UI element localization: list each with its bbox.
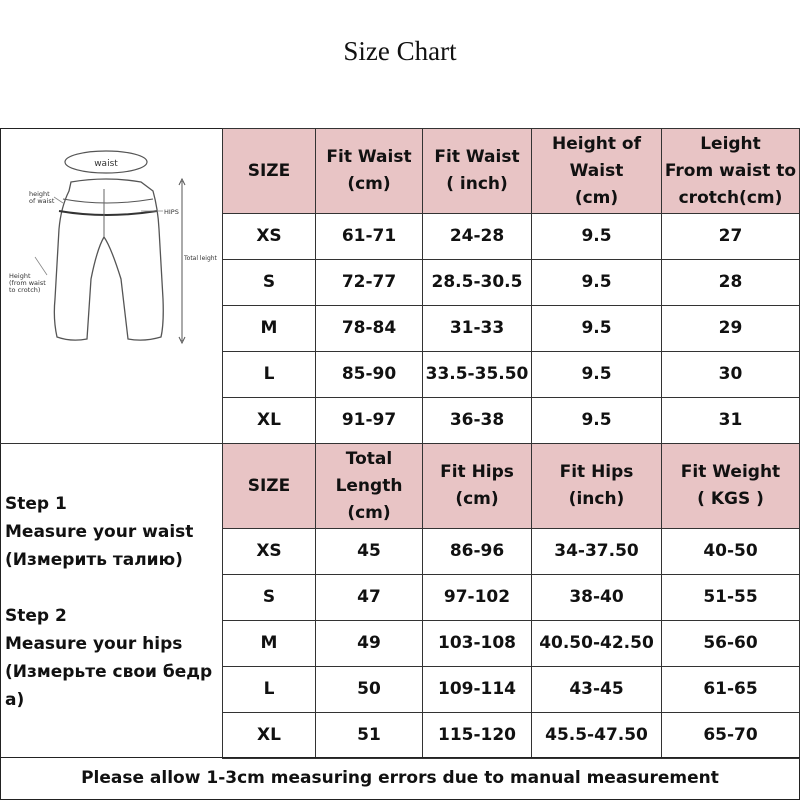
table-header-size: SIZE [223, 444, 316, 529]
table-cell: L [223, 352, 316, 398]
table-cell: S [223, 575, 316, 621]
table-cell: 97-102 [423, 575, 532, 621]
table-cell: 103-108 [423, 621, 532, 667]
size-table-waist [222, 128, 800, 444]
table-cell: 30 [662, 352, 800, 398]
table-cell: 51-55 [662, 575, 800, 621]
table-cell: M [223, 621, 316, 667]
table-cell: 50 [316, 667, 423, 713]
step2-title: Step 2 [5, 606, 67, 626]
table-cell: 36-38 [423, 398, 532, 444]
table-cell: 78-84 [316, 306, 423, 352]
table-header-length-waist-crotch: Leight From waist to crotch(cm) [662, 129, 800, 214]
table-header-fit-hips-inch: Fit Hips (inch) [532, 444, 662, 529]
table-cell: 31 [662, 398, 800, 444]
table-row [223, 306, 800, 352]
diagram-label-height-from-waist-3: to crotch) [9, 286, 41, 294]
table-cell: 28 [662, 260, 800, 306]
table-cell: XL [223, 713, 316, 759]
step2-text: Measure your hips [5, 634, 183, 654]
table-row [223, 713, 800, 759]
table-cell: 109-114 [423, 667, 532, 713]
step1-text-ru: (Измерить талию) [5, 550, 183, 570]
table-cell: XS [223, 529, 316, 575]
diagram-label-total-length: Total leight [184, 255, 217, 262]
table-cell: 56-60 [662, 621, 800, 667]
table-header-row [223, 444, 800, 529]
table-header-total-length: Total Length (cm) [316, 444, 423, 529]
table-cell: L [223, 667, 316, 713]
step1-text: Measure your waist [5, 522, 194, 542]
table-row [223, 621, 800, 667]
measurement-steps [5, 490, 220, 714]
diagram-label-hips: HIPS [164, 208, 179, 216]
table-cell: 86-96 [423, 529, 532, 575]
table-cell: 91-97 [316, 398, 423, 444]
step2-text-ru-2: а) [5, 690, 25, 710]
table-cell: 72-77 [316, 260, 423, 306]
table-cell: 47 [316, 575, 423, 621]
table-cell: 9.5 [532, 398, 662, 444]
table-cell: 49 [316, 621, 423, 667]
table-row [223, 214, 800, 260]
table-header-size: SIZE [223, 129, 316, 214]
table-cell: 33.5-35.50 [423, 352, 532, 398]
table-cell: 40.50-42.50 [532, 621, 662, 667]
table-cell: 51 [316, 713, 423, 759]
table-header-fit-weight: Fit Weight ( KGS ) [662, 444, 800, 529]
table-cell: 9.5 [532, 260, 662, 306]
table-cell: 29 [662, 306, 800, 352]
diagram-label-height-of-waist-2: of waist [29, 197, 55, 205]
step2-text-ru-1: (Измерьте свои бедр [5, 662, 213, 682]
table-row [223, 260, 800, 306]
table-cell: 34-37.50 [532, 529, 662, 575]
table-cell: 27 [662, 214, 800, 260]
table-row [223, 352, 800, 398]
table-cell: 85-90 [316, 352, 423, 398]
step1-title: Step 1 [5, 494, 67, 514]
shorts-illustration [1, 129, 222, 443]
table-cell: 45 [316, 529, 423, 575]
table-row [223, 575, 800, 621]
diagram-label-waist: waist [94, 159, 118, 169]
section-divider [0, 443, 222, 444]
diagram-label-height-from-waist-1: Height [9, 272, 31, 280]
table-cell: 9.5 [532, 306, 662, 352]
table-cell: XL [223, 398, 316, 444]
table-cell: XS [223, 214, 316, 260]
table-header-fit-waist-inch: Fit Waist ( inch) [423, 129, 532, 214]
diagram-label-height-from-waist-2: (from waist [9, 279, 46, 287]
table-cell: 9.5 [532, 352, 662, 398]
shorts-diagram [1, 129, 222, 443]
table-cell: 61-71 [316, 214, 423, 260]
table-cell: 65-70 [662, 713, 800, 759]
table-header-row [223, 129, 800, 214]
table-cell: 61-65 [662, 667, 800, 713]
size-table-hips [222, 443, 800, 759]
table-row [223, 398, 800, 444]
table-header-fit-hips-cm: Fit Hips (cm) [423, 444, 532, 529]
table-cell: S [223, 260, 316, 306]
table-cell: 24-28 [423, 214, 532, 260]
table-cell: 40-50 [662, 529, 800, 575]
table-cell: 38-40 [532, 575, 662, 621]
table-row [223, 667, 800, 713]
table-header-fit-waist-cm: Fit Waist (cm) [316, 129, 423, 214]
table-cell: 31-33 [423, 306, 532, 352]
table-cell: 9.5 [532, 214, 662, 260]
table-cell: M [223, 306, 316, 352]
table-cell: 115-120 [423, 713, 532, 759]
table-cell: 45.5-47.50 [532, 713, 662, 759]
table-cell: 28.5-30.5 [423, 260, 532, 306]
table-row [223, 529, 800, 575]
footer-note: Please allow 1-3cm measuring errors due to manual measurement [0, 757, 800, 799]
page-title: Size Chart [343, 36, 457, 66]
table-cell: 43-45 [532, 667, 662, 713]
table-header-height-of-waist: Height of Waist (cm) [532, 129, 662, 214]
diagram-label-height-of-waist-1: height [29, 190, 50, 198]
